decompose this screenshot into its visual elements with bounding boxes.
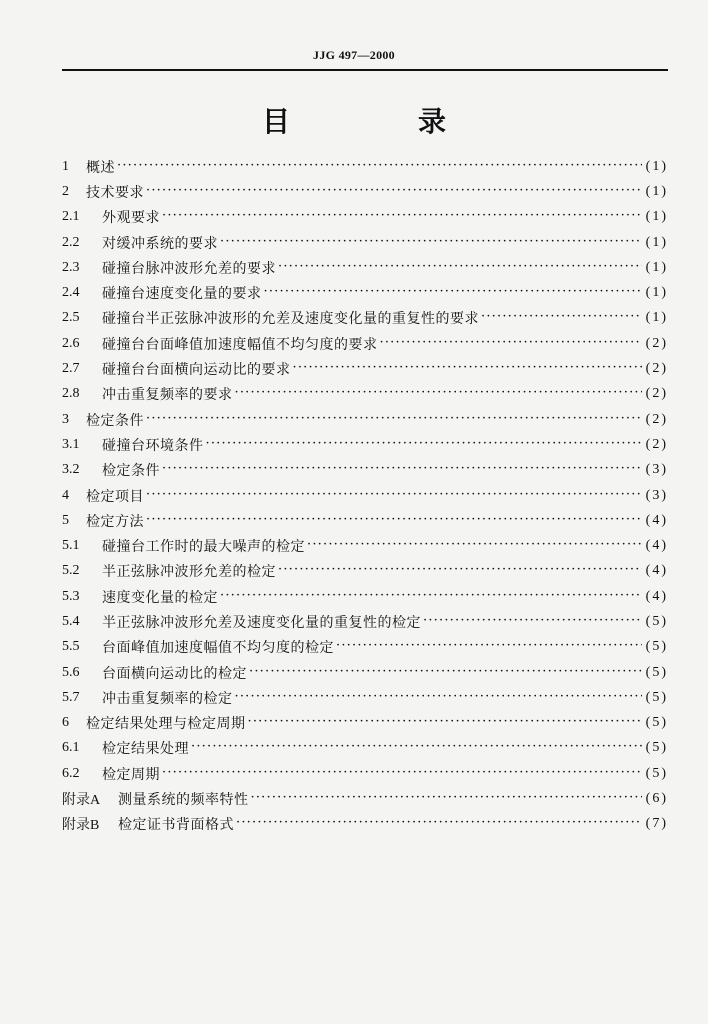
toc-dot-leader	[293, 362, 642, 376]
toc-entry-page: (3)	[645, 487, 668, 503]
toc-entry-title: 碰撞台速度变化量的要求	[102, 286, 262, 303]
toc-entry-number: 2.1	[62, 209, 80, 225]
toc-entry	[62, 660, 668, 685]
toc-entry-number: 6	[62, 715, 69, 731]
toc-dot-leader	[307, 539, 642, 553]
toc-entry-number: 2.4	[62, 285, 80, 301]
toc-entry-title: 速度变化量的检定	[102, 589, 218, 606]
toc-entry-title: 台面峰值加速度幅值不均匀度的检定	[102, 640, 334, 657]
toc-entry-number: 2.5	[62, 310, 80, 326]
toc-entry	[62, 786, 668, 811]
toc-entry-page: (5)	[645, 689, 668, 705]
toc-entry-number: 3	[62, 411, 69, 427]
toc-entry-page: (1)	[645, 285, 668, 301]
toc-entry-number: 3.2	[62, 462, 80, 478]
toc-dot-leader	[146, 514, 642, 528]
toc-entry-number: 3.1	[62, 436, 80, 452]
toc-entry-title: 半正弦脉冲波形允差的检定	[102, 564, 276, 581]
toc-entry	[62, 736, 668, 761]
toc-entry	[62, 205, 668, 230]
toc-entry-title: 检定证书背面格式	[118, 817, 234, 834]
toc-dot-leader	[117, 160, 642, 174]
toc-entry-page: (1)	[645, 158, 668, 174]
toc-entry-number: 5.5	[62, 639, 80, 655]
toc-dot-leader	[162, 210, 642, 224]
toc-entry-page: (5)	[645, 664, 668, 680]
toc-entry-number: 附录A	[62, 793, 101, 809]
toc-entry-page: (5)	[645, 613, 668, 629]
toc-entry-page: (2)	[645, 361, 668, 377]
toc-entry-title: 检定条件	[86, 412, 144, 429]
toc-entry-number: 5	[62, 512, 69, 528]
toc-dot-leader	[236, 817, 642, 831]
toc-entry-page: (2)	[645, 335, 668, 351]
toc-entry-page: (2)	[645, 386, 668, 402]
toc-entry	[62, 458, 668, 483]
toc-dot-leader	[249, 666, 642, 680]
toc-entry-number: 5.4	[62, 613, 80, 629]
toc-entry-page: (6)	[645, 791, 668, 807]
toc-dot-leader	[146, 185, 642, 199]
toc-dot-leader	[162, 767, 642, 781]
toc-entry	[62, 432, 668, 457]
toc-entry-page: (3)	[645, 462, 668, 478]
toc-entry-title: 概述	[86, 159, 115, 176]
toc-entry	[62, 533, 668, 558]
page-title: 目 录	[261, 105, 496, 138]
toc-entry-title: 碰撞台脉冲波形允差的要求	[102, 260, 276, 277]
toc-dot-leader	[220, 590, 642, 604]
toc-dot-leader	[264, 286, 642, 300]
toc-entry-number: 5.1	[62, 538, 80, 554]
toc-entry	[62, 306, 668, 331]
header-rule	[62, 69, 668, 71]
toc-entry	[62, 559, 668, 584]
toc-entry-number: 5.7	[62, 689, 80, 705]
toc-entry-number: 2.3	[62, 259, 80, 275]
toc-entry	[62, 407, 668, 432]
toc-dot-leader	[146, 413, 642, 427]
toc-entry	[62, 280, 668, 305]
toc-entry-title: 外观要求	[102, 210, 160, 227]
toc-entry-title: 台面横向运动比的检定	[102, 665, 247, 682]
toc-entry-number: 2.2	[62, 234, 80, 250]
toc-entry	[62, 584, 668, 609]
toc-entry	[62, 331, 668, 356]
toc-entry-page: (7)	[645, 816, 668, 832]
toc-entry-title: 检定结果处理与检定周期	[86, 716, 246, 733]
toc-entry-title: 检定方法	[86, 513, 144, 530]
toc-entry-page: (5)	[645, 639, 668, 655]
toc-entry	[62, 635, 668, 660]
toc-entry-title: 检定条件	[102, 463, 160, 480]
toc-entry-number: 4	[62, 487, 69, 503]
toc-entry-title: 碰撞台台面横向运动比的要求	[102, 362, 291, 379]
toc-entry-title: 碰撞台台面峰值加速度幅值不均匀度的要求	[102, 336, 378, 353]
toc-entry	[62, 483, 668, 508]
toc-entry-number: 5.3	[62, 588, 80, 604]
toc-entry-page: (1)	[645, 234, 668, 250]
toc-dot-leader	[162, 463, 642, 477]
toc-entry	[62, 812, 668, 837]
toc-entry-page: (5)	[645, 765, 668, 781]
toc-entry-page: (2)	[645, 436, 668, 452]
toc-entry	[62, 508, 668, 533]
toc-entry-title: 检定结果处理	[102, 741, 189, 758]
toc-entry	[62, 685, 668, 710]
toc-entry-number: 5.6	[62, 664, 80, 680]
toc-entry-title: 测量系统的频率特性	[118, 792, 249, 809]
toc-entry-number: 2.6	[62, 335, 80, 351]
toc-entry	[62, 255, 668, 280]
toc-entry-page: (1)	[645, 259, 668, 275]
toc-dot-leader	[278, 261, 642, 275]
toc-entry-title: 碰撞台工作时的最大噪声的检定	[102, 539, 305, 556]
toc-entry-title: 碰撞台环境条件	[102, 437, 204, 454]
toc-entry-title: 检定项目	[86, 488, 144, 505]
toc-dot-leader	[481, 311, 642, 325]
toc-entry-page: (1)	[645, 209, 668, 225]
toc-dot-leader	[336, 640, 642, 654]
toc-entry-page: (1)	[645, 310, 668, 326]
toc-entry-page: (1)	[645, 183, 668, 199]
toc-entry	[62, 179, 668, 204]
toc-dot-leader	[146, 489, 642, 503]
toc-entry-page: (4)	[645, 538, 668, 554]
toc-dot-leader	[380, 337, 642, 351]
toc-entry-number: 2.7	[62, 361, 80, 377]
toc-dot-leader	[423, 615, 642, 629]
toc-dot-leader	[206, 438, 642, 452]
toc-entry	[62, 609, 668, 634]
toc-entry-page: (5)	[645, 715, 668, 731]
toc-dot-leader	[235, 691, 642, 705]
toc-entry-number: 附录B	[62, 818, 100, 834]
toc-entry-title: 技术要求	[86, 184, 144, 201]
toc-entry-number: 6.1	[62, 740, 80, 756]
toc-entry-page: (4)	[645, 512, 668, 528]
toc-dot-leader	[235, 387, 642, 401]
toc-entry	[62, 761, 668, 786]
toc-entry-title: 检定周期	[102, 766, 160, 783]
toc-entry-title: 碰撞台半正弦脉冲波形的允差及速度变化量的重复性的要求	[102, 311, 479, 328]
toc-entry	[62, 382, 668, 407]
toc-entry-title: 对缓冲系统的要求	[102, 235, 218, 252]
toc-entry-number: 2	[62, 183, 69, 199]
toc-entry-page: (4)	[645, 588, 668, 604]
toc-entry-number: 5.2	[62, 563, 80, 579]
document-code-header: JJG 497—2000	[313, 48, 395, 62]
toc-entry-page: (2)	[645, 411, 668, 427]
toc-entry-title: 半正弦脉冲波形允差及速度变化量的重复性的检定	[102, 614, 421, 631]
toc-entry-page: (4)	[645, 563, 668, 579]
toc-dot-leader	[220, 236, 642, 250]
toc-entry-number: 1	[62, 158, 69, 174]
toc-entry	[62, 154, 668, 179]
toc-dot-leader	[191, 741, 642, 755]
toc-entry-title: 冲击重复频率的检定	[102, 690, 233, 707]
toc-entry	[62, 230, 668, 255]
toc-entry-number: 6.2	[62, 765, 80, 781]
toc-dot-leader	[278, 564, 642, 578]
toc-entry	[62, 356, 668, 381]
toc-entry-number: 2.8	[62, 386, 80, 402]
table-of-contents	[62, 154, 668, 837]
toc-dot-leader	[248, 716, 642, 730]
toc-entry-title: 冲击重复频率的要求	[102, 387, 233, 404]
toc-dot-leader	[251, 792, 642, 806]
toc-entry	[62, 711, 668, 736]
toc-entry-page: (5)	[645, 740, 668, 756]
